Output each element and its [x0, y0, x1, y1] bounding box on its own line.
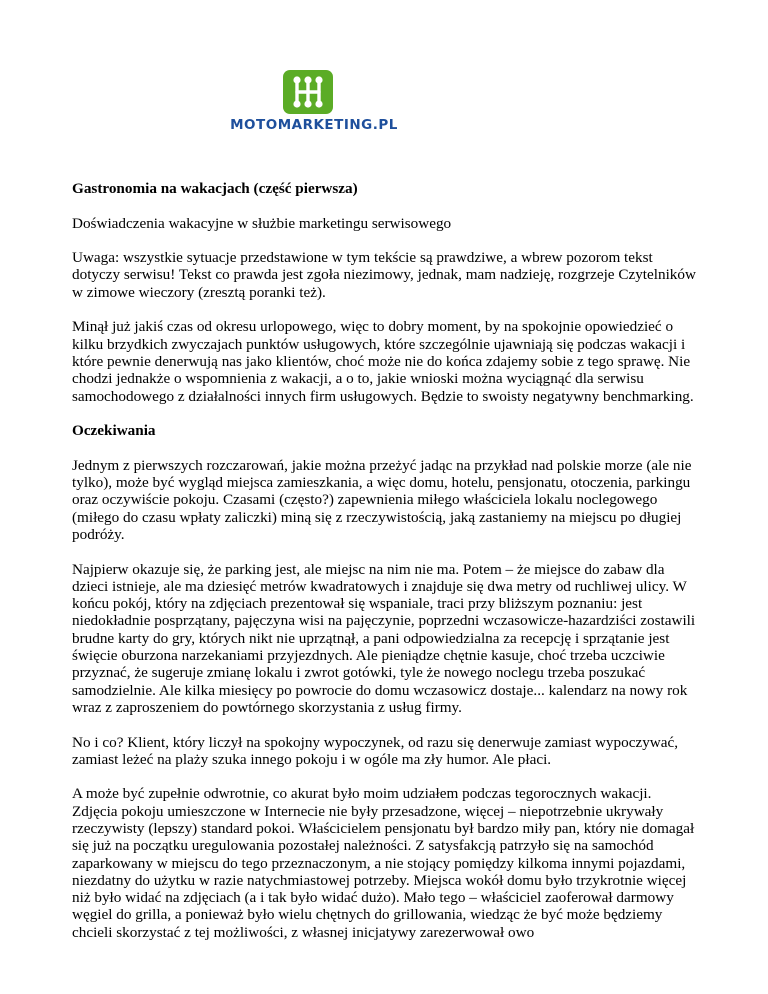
article-intro: Minął już jakiś czas od okresu urlopowego, więc to dobry moment, by na spokojnie opowiedzieć o kilku brzydkich zwyczajach punktów usługowych, które szczególnie ujawniają się podczas wakacji i które pewnie denerwują nas jako klientów, choć może nie do końca zdajemy sobie z tego sprawę. Nie chodzi jednakże o wspomnienia z wakacji, a o to, jakie wnioski można wyciągnąć dla serwisu samochodowego z działalności innych firm usługowych. Będzie to swoisty negatywny benchmarking.	[72, 318, 694, 405]
paragraph: A może być zupełnie odwrotnie, co akurat było moim udziałem podczas tegorocznych wakacji. Zdjęcia pokoju umieszczone w Internecie nie były przesadzone, więcej – niepotrzebnie ukrywały rzeczywisty (lepszy) standard pokoi. Właścicielem pensjonatu był bardzo miły pan, który nie domagał się już na początku uregulowania pozostałej należności. Z satysfakcją patrzyło się na samochód zaparkowany w miejscu do tego przeznaczonym, a nie stojący pomiędzy kilkoma innymi pojazdami, niezdatny do użytku w razie natychmiastowej potrzeby. Miejsca wokół domu było trzykrotnie więcej niż było widać na zdjęciach (a i tak było widać dużo). Mało tego – właściciel zaoferował darmowy węgiel do grilla, a ponieważ było wielu chętnych do grillowania, wiedząc że być może będziemy chcieli skorzystać z tej możliwości, z własnej inicjatywy zarezerwował owo	[72, 785, 695, 941]
article-note: Uwaga: wszystkie sytuacje przedstawione w tym tekście są prawdziwe, a wbrew pozorom tekst dotyczy serwisu! Tekst co prawda jest zgoła niezimowy, jednak, mam nadzieję, rozgrzeje Czytelników w zimowe wieczory (zresztą poranki też).	[72, 249, 696, 301]
logo[interactable]	[0, 0, 696, 150]
paragraph: Najpierw okazuje się, że parking jest, ale miejsc na nim nie ma. Potem – że miejsce do zabaw dla dzieci istnieje, ale ma dziesięć metrów kwadratowych i znajduje się dwa metry od ruchliwej ulicy. W końcu pokój, który na zdjęciach prezentował się wspaniale, traci przy bliższym poznaniu: jest niedokładnie posprzątany, pajęczyna wisi na pajęczynie, poprzedni wczasowicze-hazardziści zostawili brudne karty do gry, których nikt nie uprzątnął, a pani odpowiedzialna za recepcję i sprzątanie jest święcie oburzona narzekaniami przyjezdnych. Ale pieniądze chętnie kasuje, choć trzeba uczciwie przyznać, że sugeruje zmianę lokalu i zwrot gotówki, tyle że nowego noclegu trzeba poszukać samodzielnie. Ale kilka miesięcy po powrocie do domu wczasowicz dostaje... kalendarz na nowy rok wraz z zaproszeniem do powtórnego skorzystania z usług firmy.	[72, 560, 696, 716]
logo-text: MOTOMARKETING.PL	[230, 117, 398, 133]
article-subtitle: Doświadczenia wakacyjne w służbie marketingu serwisowego	[72, 214, 452, 232]
gear-lever-icon	[283, 70, 333, 114]
document-body	[72, 150, 700, 958]
paragraph: Jednym z pierwszych rozczarowań, jakie można przeżyć jadąc na przykład nad polskie morze (ale nie tylko), może być wygląd miejsca zamieszkania, a więc domu, hotelu, pensjonatu, otoczenia, parkingu oraz oczywiście pokoju. Czasami (często?) zapewnienia miłego właściciela lokalu noclegowego (miłego do czasu wpłaty zaliczki) miną się z rzeczywistością, jaką zastaniemy na miejscu po długiej podróży.	[72, 456, 692, 543]
article-title: Gastronomia na wakacjach (część pierwsza)	[72, 180, 358, 197]
paragraph: No i co? Klient, który liczył na spokojny wypoczynek, od razu się denerwuje zamiast wypoczywać, zamiast leżeć na plaży szuka innego pokoju i w ogóle ma zły humor. Ale płaci.	[72, 733, 679, 768]
section-heading: Oczekiwania	[72, 422, 156, 440]
